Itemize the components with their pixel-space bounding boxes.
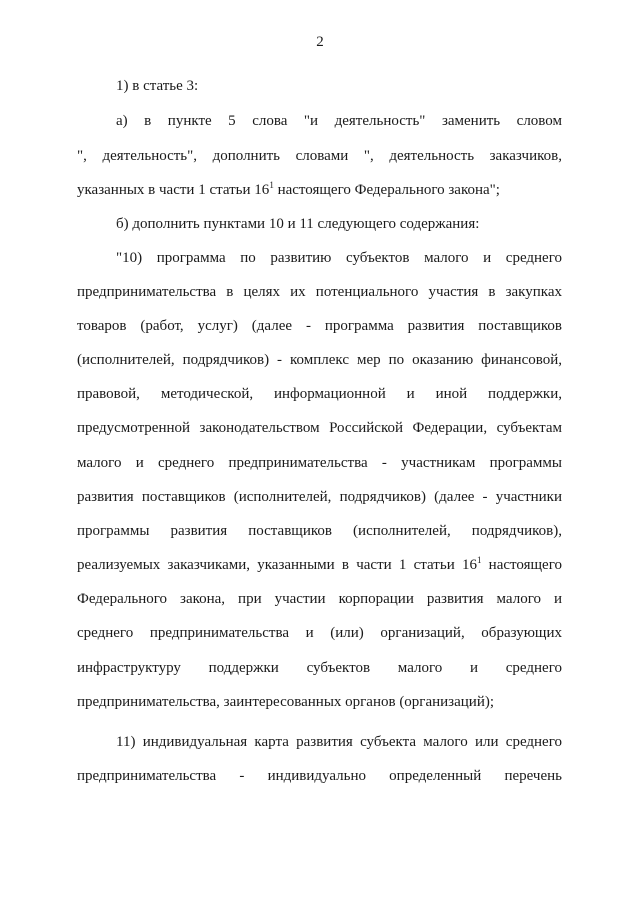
item-a-line-3 — [77, 180, 562, 200]
point-10-line-1: "10) программа по развитию субъектов малого и среднего — [116, 250, 562, 266]
item-a-line-2: ", деятельность", дополнить словами ", деятельность заказчиков, — [77, 148, 562, 164]
point-10-line-10 — [77, 555, 562, 575]
point-10-line-7: малого и среднего предпринимательства - участникам программы — [77, 455, 562, 471]
point-10-line-14: предпринимательства, заинтересованных органов (организаций); — [77, 694, 495, 710]
point-10-line-9: программы развития поставщиков (исполнителей, подрядчиков), — [77, 523, 562, 539]
point-10-line-13: инфраструктуру поддержки субъектов малого и среднего — [77, 660, 562, 676]
point-10-line-5: правовой, методической, информационной и иной поддержки, — [77, 386, 562, 402]
point-10-line-10-sup: 1 — [476, 555, 482, 565]
point-10-line-4: (исполнителей, подрядчиков) - комплекс мер по оказанию финансовой, — [77, 352, 562, 368]
point-11-line-1: 11) индивидуальная карта развития субъекта малого или среднего — [116, 734, 562, 750]
point-10-line-6: предусмотренной законодательством Российской Федерации, субъектам — [77, 420, 562, 436]
point-10-line-3: товаров (работ, услуг) (далее - программа развития поставщиков — [77, 318, 562, 334]
point-10-line-10-text-b: настоящего — [481, 557, 562, 573]
point-11-line-2: предпринимательства - индивидуально определенный перечень — [77, 768, 562, 784]
item-1-heading: 1) в статье 3: — [116, 78, 199, 94]
point-10-line-2: предпринимательства в целях их потенциального участия в закупках — [77, 284, 562, 300]
item-a-line-3-text-a: указанных в части 1 статьи 16 — [77, 182, 270, 198]
item-a-line-1: а) в пункте 5 слова "и деятельность" заменить словом — [116, 113, 562, 129]
item-b-heading: б) дополнить пунктами 10 и 11 следующего содержания: — [116, 216, 480, 232]
point-10-line-11: Федерального закона, при участии корпорации развития малого и — [77, 591, 562, 607]
point-10-line-12: среднего предпринимательства и (или) организаций, образующих — [77, 625, 562, 641]
point-10-line-10-text-a: реализуемых заказчиками, указанными в части 1 статьи 16 — [77, 557, 477, 573]
point-10-line-8: развития поставщиков (исполнителей, подрядчиков) (далее - участники — [77, 489, 562, 505]
page-number: 2 — [316, 34, 324, 50]
item-a-line-3-sup: 1 — [269, 180, 274, 190]
item-a-line-3-text-b: настоящего Федерального закона"; — [273, 182, 500, 198]
